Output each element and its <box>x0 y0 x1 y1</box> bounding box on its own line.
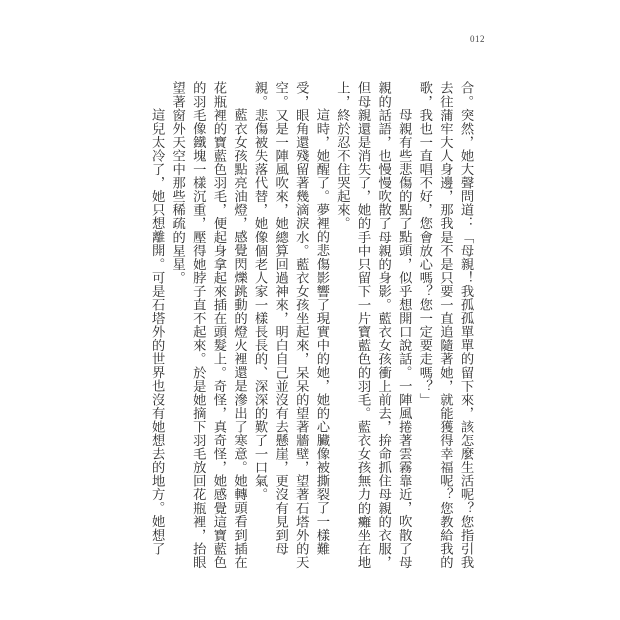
paragraph: 藍衣女孩點亮油燈，感覺閃爍跳動的燈火裡還是滲出了寒意。她轉頭看到插在花瓶裡的寶藍色羽毛，便起身拿起來插在頭髮上。奇怪，真奇怪，她感覺這寶藍色的羽毛像鐵塊一樣沉重，壓得她脖子直不起來。於是她摘下羽毛放回花瓶裡，抬眼望著窗外天空中那些稀疏的星星。 <box>169 81 247 569</box>
paragraph: 母親有些悲傷的點了點頭，似乎想開口說話。一陣風捲著雲霧靠近，吹散了母親的話語，也慢慢吹散了母親的身影。藍衣女孩衝上前去，拚命抓住母親的衣服，但母親還是消失了，她的手中只留下一片寶藍色的羽毛。藍衣女孩無力的癱坐在地上，終於忍不住哭起來。 <box>334 81 412 569</box>
paragraph: 這兒太冷了，她只想離開。可是石塔外的世界也沒有她想去的地方。她想了 <box>149 107 165 555</box>
paragraph: 這時，她醒了。夢裡的悲傷影響了現實中的她，她的心臟像被撕裂了一樣難受，眼角還殘留著幾滴淚水。藍衣女孩坐起來，呆呆的望著牆壁，望著石塔外的天空。又是一陣風吹來，她總算回過神來，明白自己並沒有去懸崖，更沒有見到母親。悲傷被失落代替，她像個老人家一樣長長的、深深的歎了一口氣。 <box>252 81 329 569</box>
paragraph: 合。突然，她大聲問道：「母親！我孤孤單單的留下來，該怎麼生活呢？您指引我去往蒲牢大人身邊，那我是不是只要一直追隨著她，就能獲得幸福呢？您教給我的歌，我也一直唱不好，您會放心嗎？您一定要走嗎？」 <box>416 81 473 569</box>
body-text <box>146 81 476 581</box>
page-number: 012 <box>470 34 485 44</box>
